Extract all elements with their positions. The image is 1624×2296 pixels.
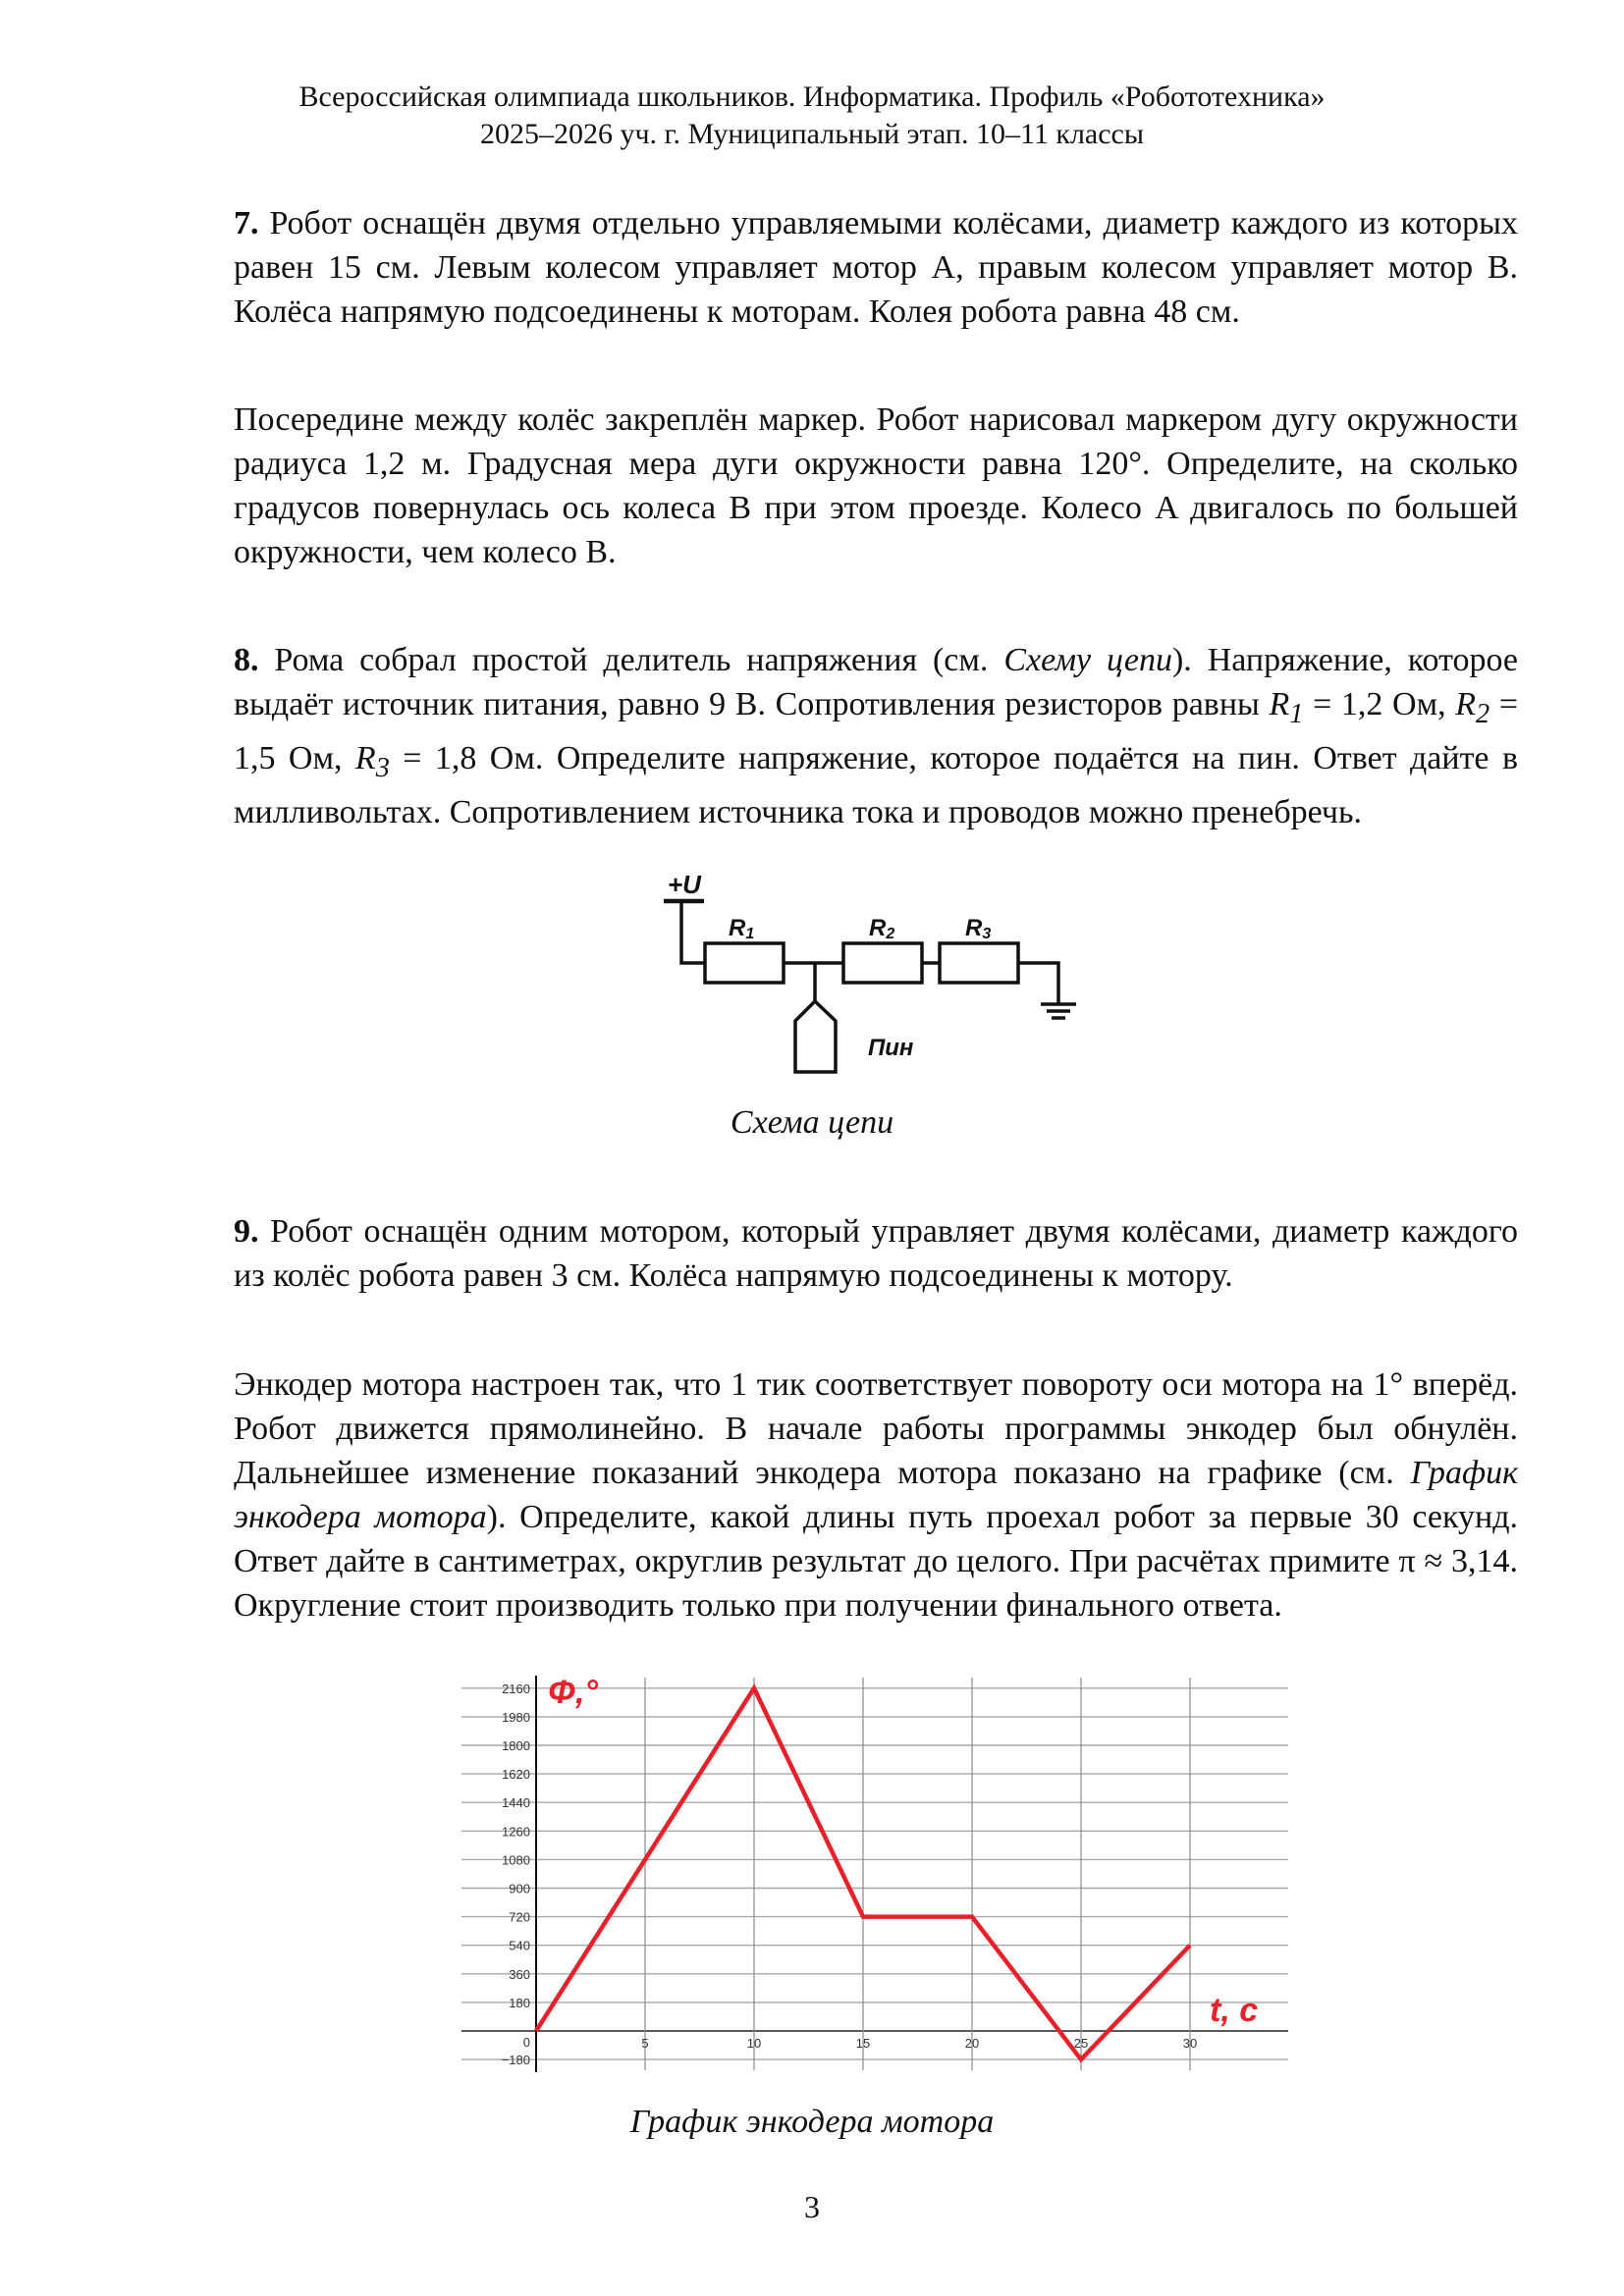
y-tick-label: 1260 <box>502 1824 530 1840</box>
supply-label: +U <box>668 870 701 899</box>
header-line-2: 2025–2026 уч. г. Муниципальный этап. 10–11 классы <box>479 118 1145 150</box>
x-tick-label: 25 <box>1073 2036 1089 2051</box>
q8-circuit-ref: Схему цепи <box>1003 642 1172 678</box>
q9-number: 9. <box>234 1213 259 1250</box>
q9-paragraph-1 <box>234 1209 1518 1298</box>
q9-paragraph-2 <box>234 1362 1518 1628</box>
q7-paragraph-2: Посередине между колёс закреплён маркер. Робот нарисовал маркером дугу окружности радиуса 1,2 м. Градусная мера дуги окружности равна 120°. Определите, на сколько градусов повернулась ось колеса B при этом проезде. Колесо A двигалось по большей окружности, чем колесо B. <box>234 401 1518 570</box>
y-tick-label: 1980 <box>502 1709 530 1725</box>
resistor-r3 <box>940 943 1018 983</box>
resistor-r1 <box>705 943 784 983</box>
q8-paragraph <box>234 638 1518 834</box>
circuit-caption: Схема цепи <box>730 1104 894 1141</box>
r3-label: R <box>354 739 376 776</box>
x-axis-label: t, c <box>1210 1992 1259 2029</box>
y-tick-label: 360 <box>509 1966 530 1982</box>
q9-text-1: Робот оснащён одним мотором, который управляет двумя колёсами, диаметр каждого из колёс робота равен 3 см. Колёса напрямую подсоединены к мотору. <box>234 1213 1519 1294</box>
r3-diagram-label: R <box>965 915 983 941</box>
r2-label: R <box>1455 686 1477 722</box>
y-tick-label: 720 <box>509 1909 530 1925</box>
r1-sub: 1 <box>1289 698 1304 729</box>
q8-text-a: Рома собрал простой делитель напряжения (см. <box>274 642 1004 678</box>
q9-chart-ref: График энкодера мотора <box>234 1455 1518 1535</box>
svg-text:R3: R3 <box>965 915 992 942</box>
resistor-r2 <box>843 943 922 983</box>
r1-diagram-label: R <box>729 915 746 941</box>
y-tick-label: 0 <box>522 2035 530 2050</box>
x-tick-label: 5 <box>641 2036 649 2051</box>
q8-text-c: Определите напряжение, которое подаётся на пин. Ответ дайте в милливольтах. Сопротивлением источника тока и проводов можно пренебречь. <box>234 739 1518 830</box>
page-number: 3 <box>804 2189 820 2224</box>
q7-paragraph-1 <box>234 201 1518 334</box>
r1-value: = 1,2 Ом, <box>1303 686 1456 722</box>
y-tick-label: 1440 <box>502 1795 530 1811</box>
chart-caption: График энкодера мотора <box>629 2104 995 2140</box>
r3-sub: 3 <box>375 752 390 783</box>
q7-number: 7. <box>234 205 259 241</box>
q8-text-b: ). Напряжение, которое выдаёт источник питания, равно 9 В. Сопротивления резисторов равны <box>234 642 1518 722</box>
y-axis-label: Φ,° <box>548 1674 598 1711</box>
x-tick-label: 10 <box>746 2036 762 2051</box>
y-tick-label: 1800 <box>502 1738 530 1753</box>
pin-label: Пин <box>868 1035 914 1061</box>
q9-text-b: ). Определите, какой длины путь проехал робот за первые 30 секунд. Ответ дайте в сантиметрах, округлив результат до целого. При расчётах примите π ≈ 3,14. Округление стоит производить только при получении финального ответа. <box>234 1499 1518 1624</box>
r3-value: = 1,8 Ом. <box>389 739 557 776</box>
circuit-diagram <box>648 864 1100 1099</box>
encoder-chart <box>452 1674 1292 2078</box>
q9-text-a: Энкодер мотора настроен так, что 1 тик соответствует повороту оси мотора на 1° вперёд. Робот движется прямолинейно. В начале работы программы энкодер был обнулён. Дальнейшее изменение показаний энкодера мотора показано на графике (см. <box>234 1366 1518 1491</box>
q7-text-1: Робот оснащён двумя отдельно управляемыми колёсами, диаметр каждого из которых равен 15 см. Левым колесом управляет мотор A, правым колесом управляет мотор B. Колёса напрямую подсоединены к моторам. Колея робота равна 48 см. <box>234 205 1519 330</box>
x-tick-label: 15 <box>855 2036 871 2051</box>
pin-symbol <box>795 1001 836 1072</box>
x-tick-label: 20 <box>964 2036 980 2051</box>
y-tick-label: 540 <box>509 1938 530 1953</box>
r2-sub: 2 <box>1476 698 1490 729</box>
svg-text:R1: R1 <box>729 915 755 942</box>
r2-diagram-label: R <box>869 915 887 941</box>
x-tick-label: 30 <box>1182 2036 1198 2051</box>
y-tick-label: 900 <box>509 1881 530 1896</box>
r2-value: = 1,5 Ом, <box>234 686 1518 776</box>
q8-number: 8. <box>234 642 259 678</box>
header-line-1: Всероссийская олимпиада школьников. Информатика. Профиль «Робототехника» <box>298 80 1326 113</box>
r1-label: R <box>1269 686 1290 722</box>
y-tick-label: 1080 <box>502 1852 530 1868</box>
svg-text:R2: R2 <box>869 915 895 942</box>
y-tick-label: 180 <box>509 1995 530 2010</box>
y-tick-label: −180 <box>501 2053 530 2068</box>
y-tick-label: 2160 <box>502 1681 530 1696</box>
y-tick-label: 1620 <box>502 1767 530 1783</box>
